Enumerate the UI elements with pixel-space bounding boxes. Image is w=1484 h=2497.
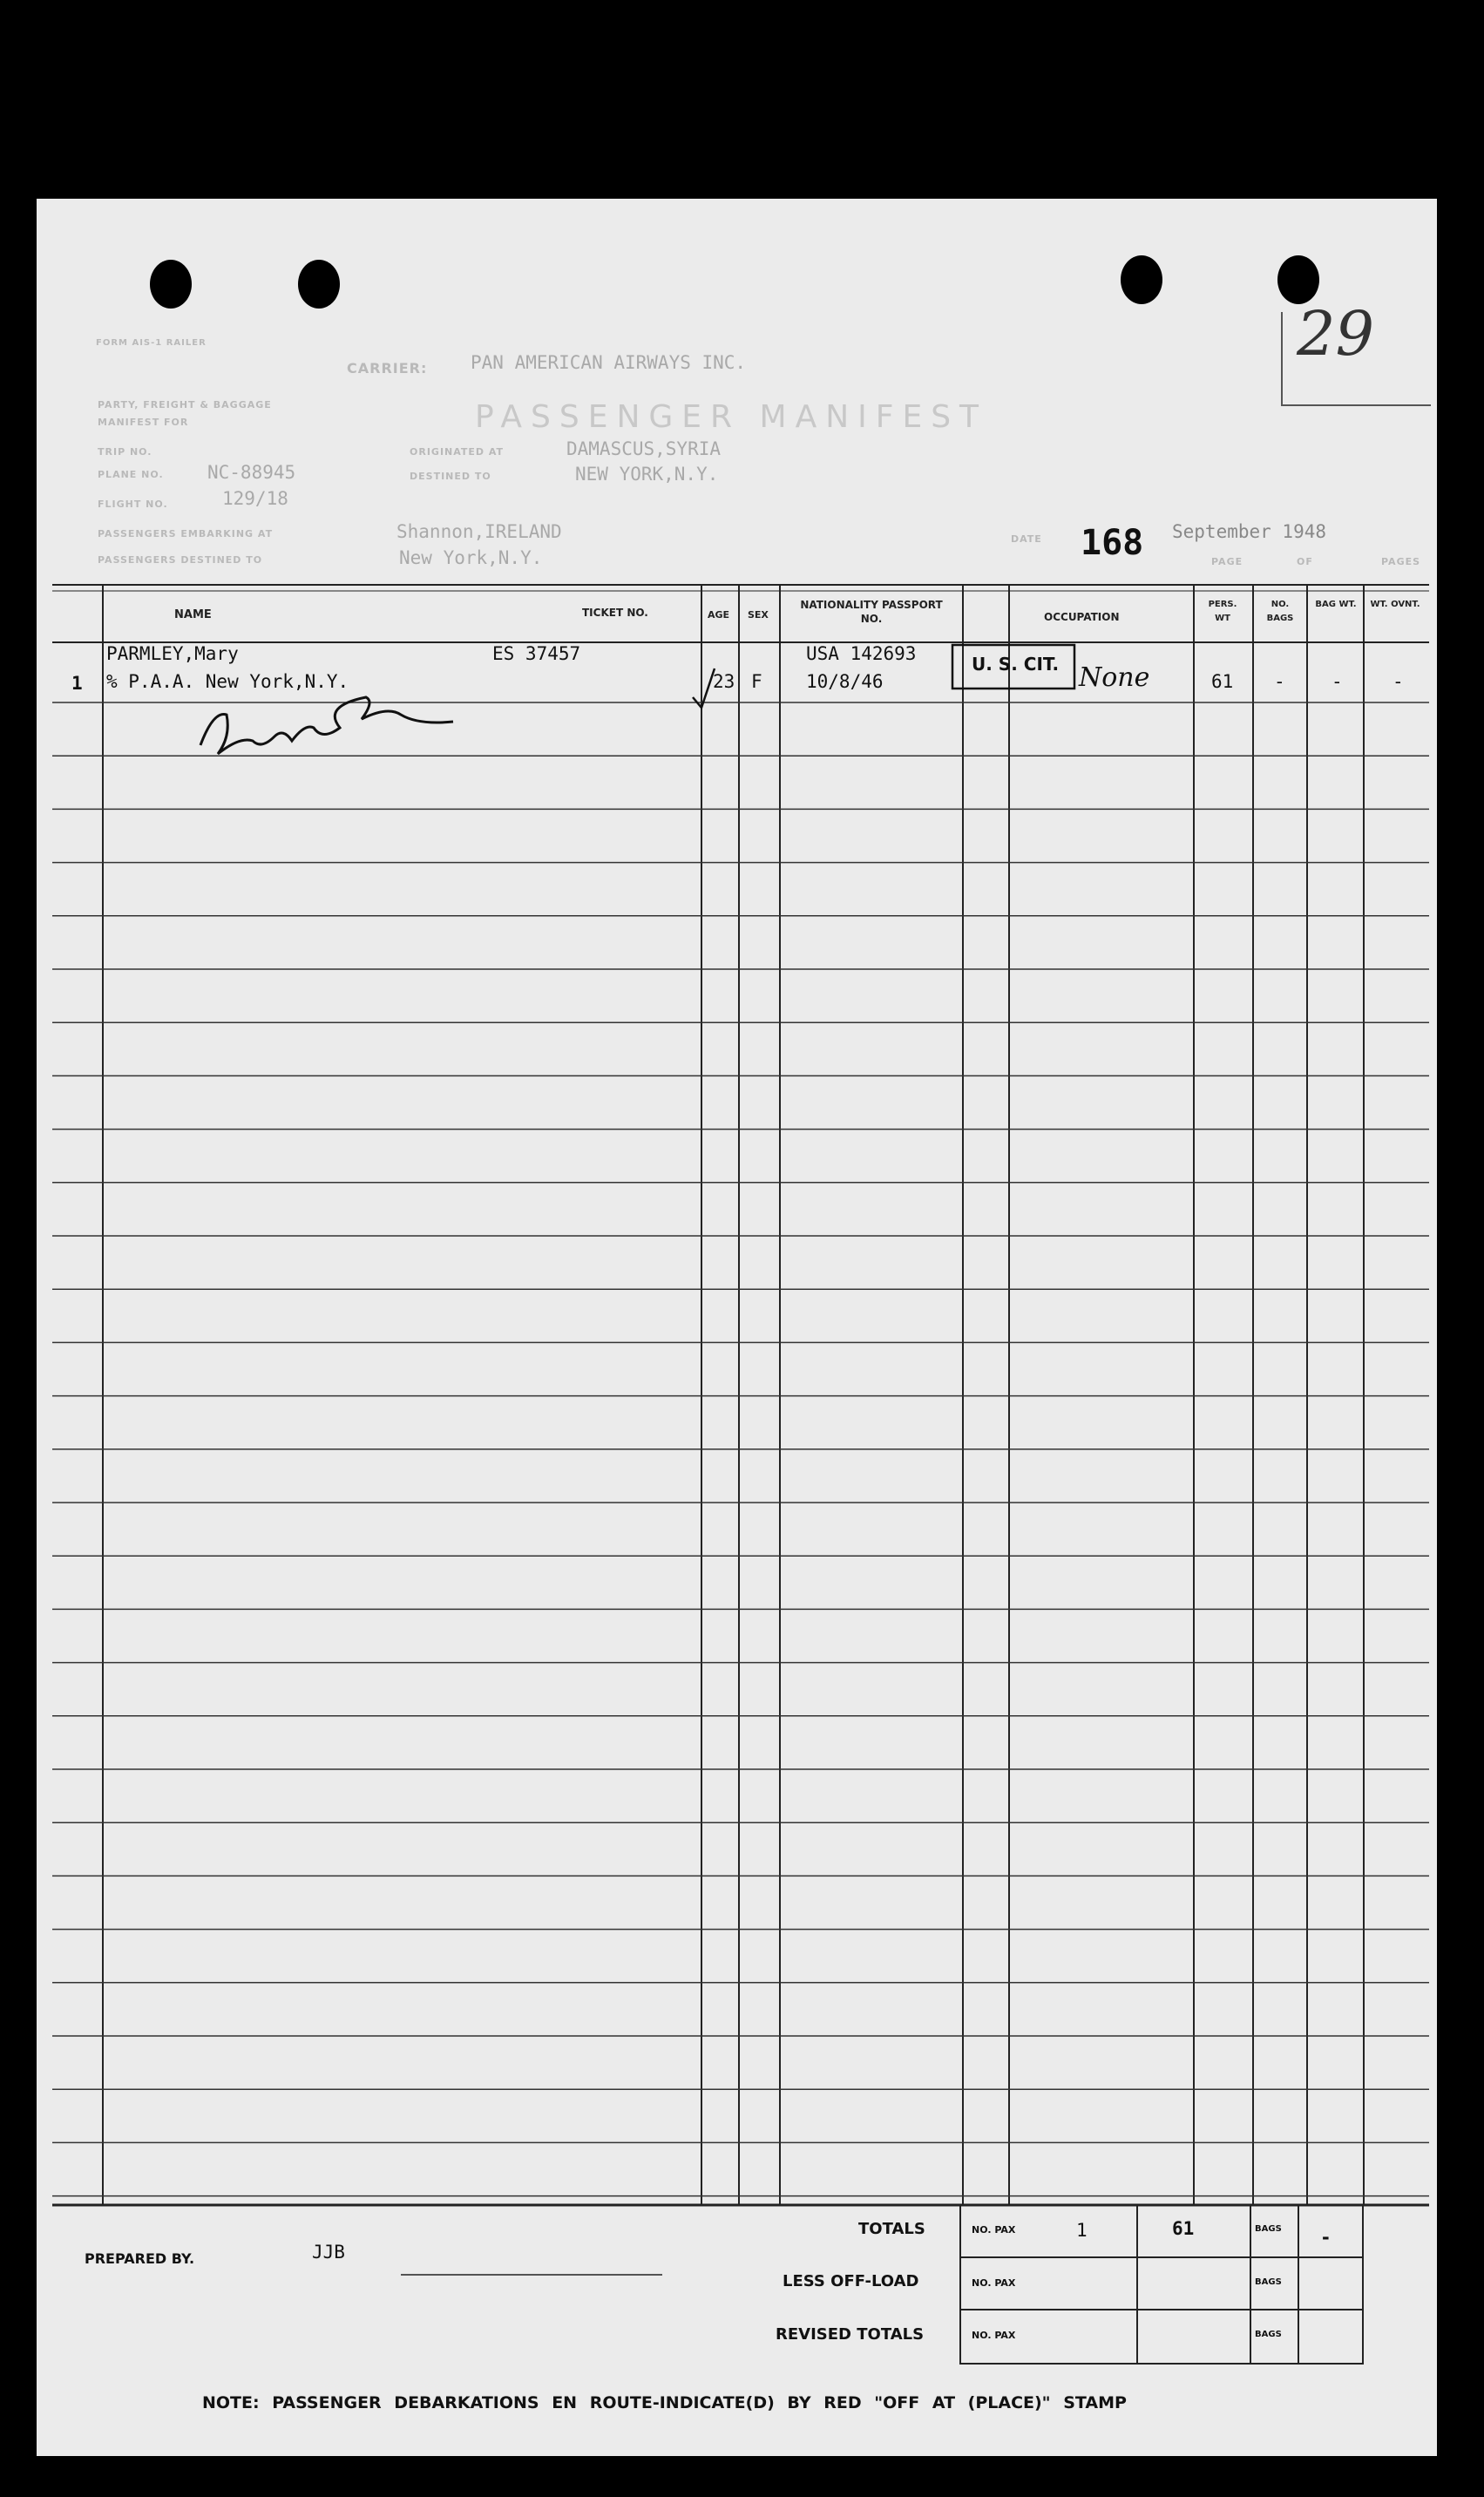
flight-no-label: FLIGHT NO.	[98, 499, 168, 510]
col-header-name: NAME	[174, 608, 212, 621]
no-pax-label: NO. PAX	[972, 2277, 1016, 2289]
trip-no-label: TRIP NO.	[98, 446, 152, 458]
passenger-age: 23	[713, 671, 735, 692]
passenger-address: % P.A.A. New York,N.Y.	[106, 671, 349, 692]
prepared-by-label: PREPARED BY.	[85, 2250, 195, 2267]
no-bags: -	[1274, 671, 1285, 692]
prepared-by-value: JJB	[312, 2242, 345, 2263]
col-header-occupation: OCCUPATION	[1044, 611, 1120, 623]
plane-no-value: NC-88945	[207, 462, 296, 483]
less-offload-label: LESS OFF-LOAD	[783, 2272, 919, 2290]
originated-label: ORIGINATED AT	[410, 446, 505, 458]
footer-note: NOTE: PASSENGER DEBARKATIONS EN ROUTE-INDICATE(D) BY RED "OFF AT (PLACE)" STAMP	[202, 2393, 1127, 2412]
page-label: PAGE	[1211, 556, 1243, 567]
of-label: OF	[1297, 556, 1313, 567]
plane-no-label: PLANE NO.	[98, 469, 164, 480]
totals-label: TOTALS	[858, 2220, 925, 2238]
page-number-handwritten: 29	[1297, 298, 1375, 370]
col-header-age: AGE	[708, 609, 730, 621]
party-label: PARTY, FREIGHT & BAGGAGE	[98, 399, 272, 411]
total-bags: -	[1320, 2227, 1332, 2248]
passport-number: USA 142693	[806, 643, 917, 664]
manifest-number: 168	[1081, 523, 1144, 563]
destined-label: DESTINED TO	[410, 471, 491, 482]
col-header-bag-wt: BAG WT.	[1315, 600, 1357, 609]
flight-no-value: 129/18	[222, 488, 288, 509]
embarking-label: PASSENGERS EMBARKING AT	[98, 528, 274, 539]
date-value: September 1948	[1172, 521, 1327, 542]
col-header-wt-ovnt: WT. OVNT.	[1370, 600, 1420, 609]
col-header-no-bags: NO. BAGS	[1266, 600, 1294, 623]
pers-weight: 61	[1211, 671, 1234, 692]
carrier-label: CARRIER:	[347, 360, 428, 377]
manifest-title: PASSENGER MANIFEST	[475, 399, 988, 435]
date-label: DATE	[1011, 533, 1042, 545]
ticket-number: ES 37457	[492, 643, 581, 664]
total-weight: 61	[1172, 2218, 1195, 2239]
bags-label: BAGS	[1255, 2330, 1282, 2339]
row-number: 1	[71, 673, 83, 694]
bag-weight: -	[1332, 671, 1343, 692]
no-pax-label: NO. PAX	[972, 2330, 1016, 2341]
destined-value: NEW YORK,N.Y.	[575, 464, 719, 485]
passenger-name: PARMLEY,Mary	[106, 643, 239, 664]
pass-destined-value: New York,N.Y.	[399, 547, 543, 568]
col-header-pers-wt: PERS. WT	[1208, 600, 1237, 623]
total-pax: 1	[1076, 2220, 1088, 2241]
pages-label: PAGES	[1381, 556, 1421, 567]
originated-value: DAMASCUS,SYRIA	[566, 438, 722, 459]
occupation-handwritten: None	[1079, 662, 1150, 693]
manifest-for-label: MANIFEST FOR	[98, 417, 189, 428]
revised-totals-label: REVISED TOTALS	[776, 2325, 925, 2344]
carrier-value: PAN AMERICAN AIRWAYS INC.	[471, 352, 747, 373]
bags-label: BAGS	[1255, 2224, 1282, 2234]
bags-label: BAGS	[1255, 2277, 1282, 2287]
col-header-ticket: TICKET NO.	[582, 607, 648, 619]
embarking-value: Shannon,IRELAND	[396, 521, 562, 542]
passenger-sex: F	[751, 671, 762, 692]
no-pax-label: NO. PAX	[972, 2224, 1016, 2236]
passport-date: 10/8/46	[806, 671, 884, 692]
pass-destined-label: PASSENGERS DESTINED TO	[98, 554, 263, 566]
form-number: FORM AIS-1 RAILER	[96, 338, 207, 348]
citizenship-stamp: U. S. CIT.	[972, 654, 1060, 675]
col-header-nationality: NATIONALITY PASSPORT NO.	[800, 599, 943, 625]
col-header-sex: SEX	[748, 609, 769, 621]
wt-ovnt: -	[1393, 671, 1404, 692]
